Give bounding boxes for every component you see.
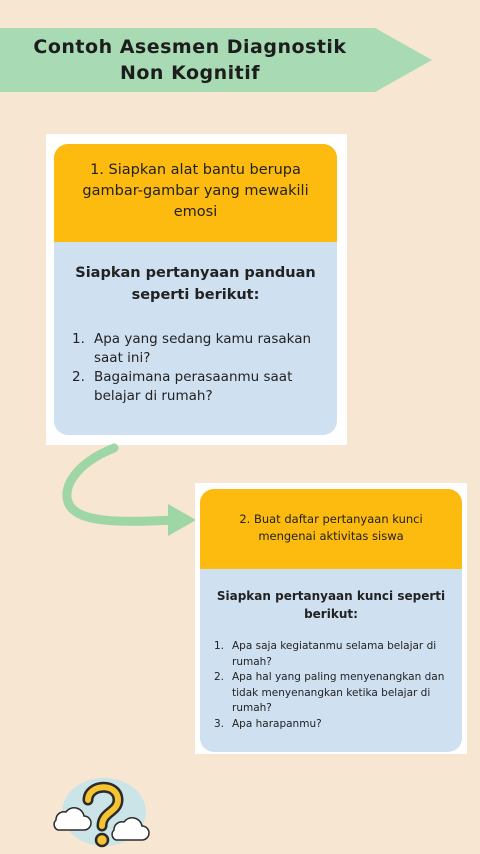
list-item bbox=[72, 368, 319, 406]
list-item-number: 1. bbox=[72, 331, 85, 347]
list-item bbox=[214, 717, 448, 733]
list-item-text: Apa harapanmu? bbox=[232, 717, 322, 730]
card-step-2 bbox=[195, 483, 467, 754]
list-item-text: Bagaimana perasaanmu saat belajar di rumah? bbox=[94, 369, 293, 404]
list-item bbox=[72, 330, 319, 368]
card-step-1 bbox=[46, 134, 347, 445]
curved-arrow-icon bbox=[56, 440, 216, 550]
list-item-number: 2. bbox=[214, 671, 225, 683]
list-item-number: 1. bbox=[214, 640, 225, 652]
list-item-number: 2. bbox=[72, 369, 85, 385]
card-step-2-subtitle: Siapkan pertanyaan kunci seperti berikut: bbox=[216, 589, 446, 621]
page-title bbox=[0, 34, 380, 86]
card-step-2-header: 2. Buat daftar pertanyaan kunci mengenai aktivitas siswa bbox=[200, 489, 462, 569]
card-step-1-body bbox=[54, 262, 337, 406]
card-step-1-header: 1. Siapkan alat bantu berupa gambar-gambar yang mewakili emosi bbox=[54, 144, 337, 242]
list-item-text: Apa yang sedang kamu rasakan saat ini? bbox=[94, 331, 312, 366]
list-item-number: 3. bbox=[214, 717, 225, 730]
page-title-line1: Contoh Asesmen Diagnostik bbox=[33, 36, 347, 58]
list-item bbox=[214, 670, 448, 717]
title-banner bbox=[0, 28, 432, 92]
card-step-1-panel bbox=[54, 144, 337, 435]
card-step-2-body bbox=[200, 587, 462, 732]
list-item-text: Apa saja kegiatanmu selama belajar di rumah? bbox=[232, 640, 437, 668]
page-title-line2: Non Kognitif bbox=[119, 62, 261, 84]
list-item bbox=[214, 639, 448, 670]
card-step-2-panel bbox=[200, 489, 462, 752]
card-step-1-subtitle: Siapkan pertanyaan panduan seperti berikut: bbox=[75, 265, 316, 303]
question-cloud-decoration bbox=[44, 772, 154, 852]
card-step-1-list bbox=[72, 330, 319, 406]
list-item-text: Apa hal yang paling menyenangkan dan tidak menyenangkan ketika belajar di rumah? bbox=[232, 671, 445, 714]
card-step-2-list bbox=[214, 639, 448, 732]
